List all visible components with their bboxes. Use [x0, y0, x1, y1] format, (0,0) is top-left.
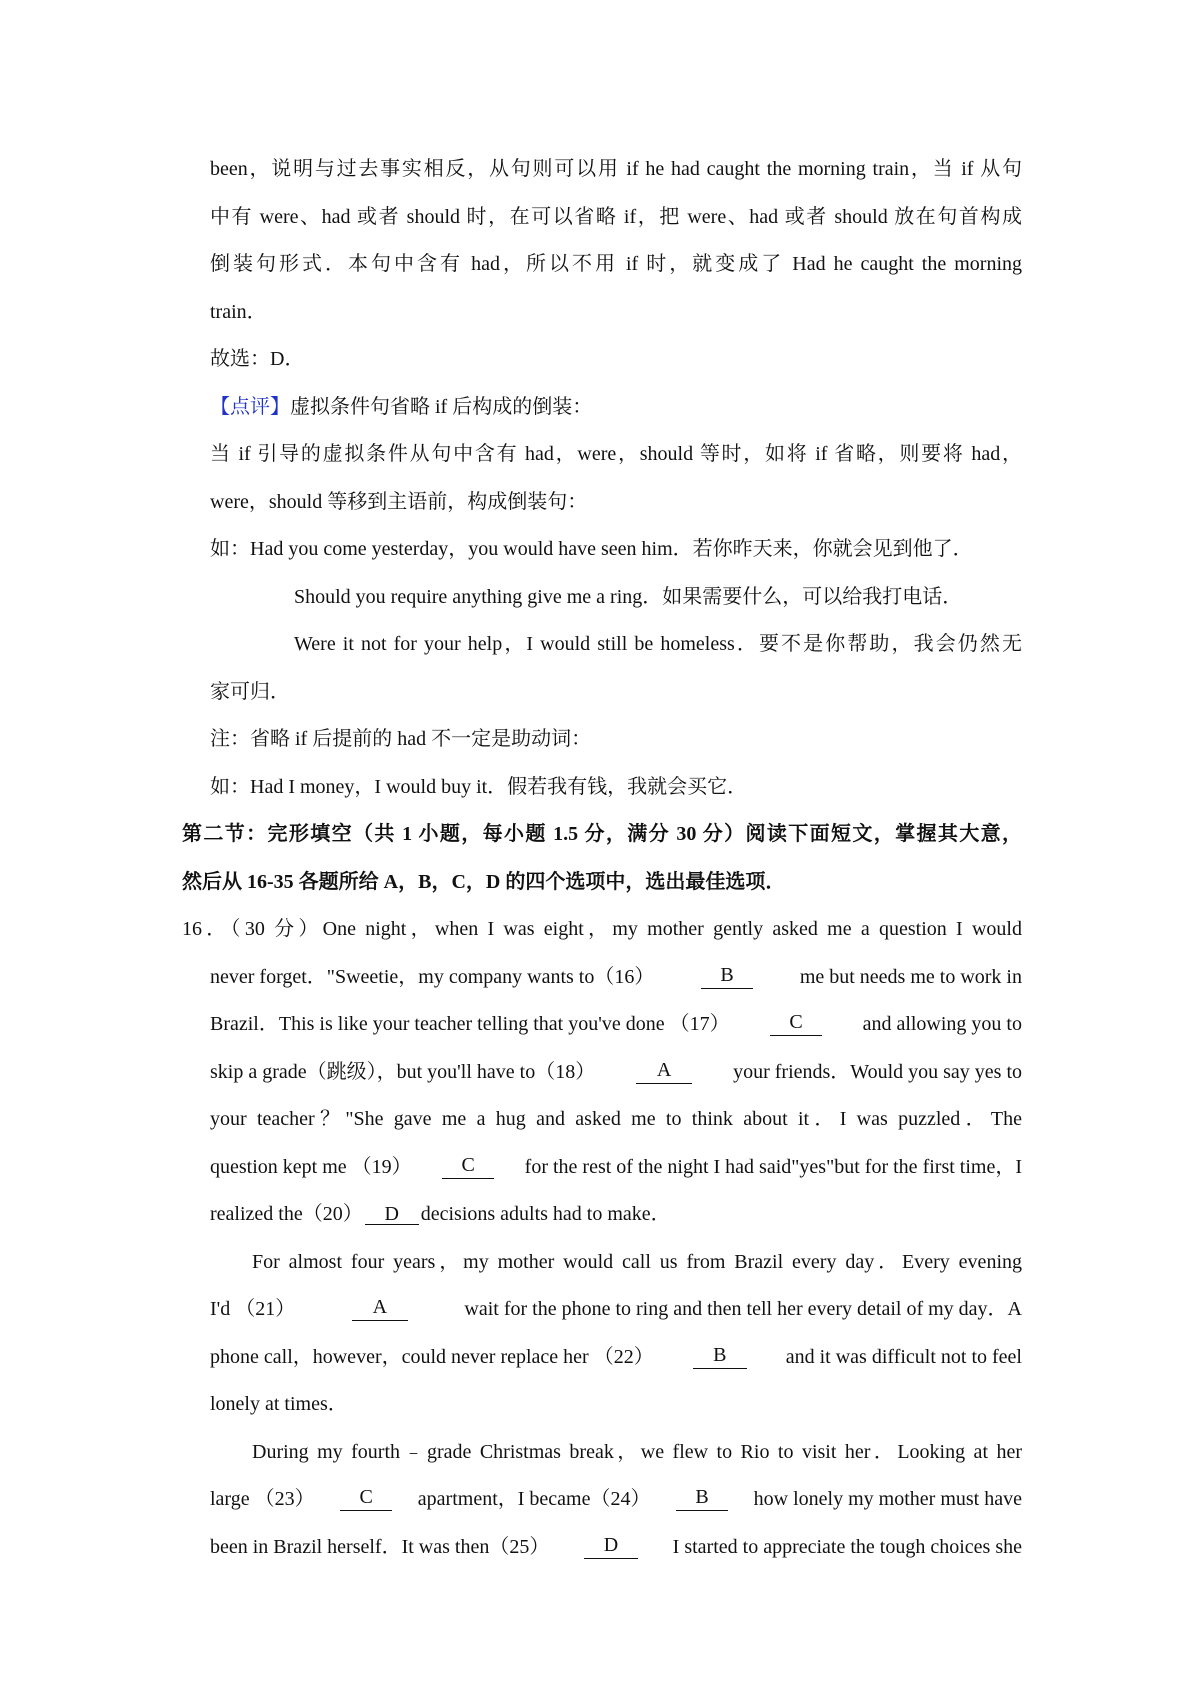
- paragraph-3-line-2: [210, 1487, 1022, 1511]
- question-16-line-1: 16．（30 分）One night，when I was eight，my mother gently asked me a question I would: [182, 918, 1022, 940]
- comment-heading: [210, 395, 592, 419]
- explanation-line-3: 倒装句形式．本句中含有 had，所以不用 if 时，就变成了 Had he caught the morning: [210, 253, 1022, 275]
- answer-blank-20: D: [365, 1204, 419, 1225]
- answer-line: 故选：D．: [210, 348, 305, 370]
- example-4: 如：Had I money，I would buy it．假若我有钱，我就会买它．: [210, 776, 748, 798]
- question-16-line-7: [210, 1202, 671, 1226]
- answer-blank-17: C: [770, 1012, 822, 1036]
- answer-blank-22: B: [693, 1345, 747, 1369]
- text-segment: never forget．"Sweetie，my company wants to（16）: [210, 966, 655, 988]
- text-segment: me but needs me to work in: [799, 966, 1022, 988]
- text-segment: and allowing you to: [862, 1013, 1022, 1035]
- text-segment: question kept me （19）: [210, 1156, 412, 1178]
- paragraph-2-line-1: For almost four years，my mother would call us from Brazil every day．Every evening: [252, 1251, 1022, 1273]
- text-segment: large （23）: [210, 1488, 315, 1510]
- paragraph-3-line-3: [210, 1535, 1022, 1559]
- text-segment: realized the（20）: [210, 1203, 363, 1225]
- explanation-line-2: 中有 were、had 或者 should 时，在可以省略 if，把 were、had 或者 should 放在句首构成: [210, 206, 1022, 228]
- section-heading-line-2: 然后从 16-35 各题所给 A，B，C，D 的四个选项中，选出最佳选项．: [182, 871, 786, 893]
- text-segment: decisions adults had to make．: [420, 1203, 671, 1225]
- question-16-line-6: [210, 1155, 1022, 1179]
- question-16-line-4: [210, 1060, 1022, 1084]
- text-segment: phone call，however，could never replace her （22）: [210, 1346, 654, 1368]
- paragraph-3-line-1: During my fourth﹣grade Christmas break，we flew to Rio to visit her．Looking at her: [252, 1441, 1022, 1463]
- comment-rule-line-1: 当 if 引导的虚拟条件从句中含有 had，were，should 等时，如将 if 省略，则要将 had，: [210, 443, 1022, 465]
- text-segment: I started to appreciate the tough choices she: [672, 1536, 1022, 1558]
- question-16-line-5: your teacher？"She gave me a hug and asked me to think about it．I was puzzled．The: [210, 1108, 1022, 1130]
- answer-blank-18: A: [636, 1060, 692, 1084]
- answer-blank-19: C: [442, 1155, 494, 1179]
- note-line: 注：省略 if 后提前的 had 不一定是助动词：: [210, 728, 592, 750]
- example-1: 如：Had you come yesterday，you would have seen him．若你昨天来，你就会见到他了．: [210, 538, 973, 560]
- paragraph-2-line-3: [210, 1345, 1022, 1369]
- answer-blank-21: A: [352, 1297, 408, 1321]
- explanation-line-1: been，说明与过去事实相反，从句则可以用 if he had caught the morning train，当 if 从句: [210, 158, 1022, 180]
- text-segment: and it was difficult not to feel: [785, 1346, 1022, 1368]
- section-heading-line-1: 第二节：完形填空（共 1 小题，每小题 1.5 分，满分 30 分）阅读下面短文，掌握其大意，: [182, 823, 1022, 845]
- answer-blank-23: C: [340, 1487, 392, 1511]
- example-2: Should you require anything give me a ring．如果需要什么，可以给我打电话．: [294, 586, 963, 608]
- example-3-line-2: 家可归．: [210, 681, 290, 703]
- text-segment: your friends．Would you say yes to: [733, 1061, 1022, 1083]
- paragraph-2-line-2: [210, 1297, 1022, 1321]
- text-segment: I'd （21）: [210, 1298, 296, 1320]
- text-segment: been in Brazil herself．It was then（25）: [210, 1536, 550, 1558]
- question-16-line-2: [210, 965, 1022, 989]
- explanation-line-4: train．: [210, 301, 267, 323]
- text-segment: wait for the phone to ring and then tell her every detail of my day．A: [464, 1298, 1022, 1320]
- comment-rule-line-2: were，should 等移到主语前，构成倒装句：: [210, 491, 588, 513]
- answer-blank-16: B: [701, 965, 753, 989]
- answer-blank-25: D: [584, 1535, 638, 1559]
- example-3-line-1: Were it not for your help，I would still be homeless．要不是你帮助，我会仍然无: [294, 633, 1022, 655]
- comment-title: 虚拟条件句省略 if 后构成的倒装：: [290, 396, 593, 418]
- comment-tag: 【点评】: [210, 396, 290, 418]
- text-segment: apartment，I became（24）: [417, 1488, 651, 1510]
- question-16-line-3: [210, 1012, 1022, 1036]
- text-segment: how lonely my mother must have: [753, 1488, 1022, 1510]
- text-segment: skip a grade（跳级），but you'll have to（18）: [210, 1061, 596, 1083]
- text-segment: Brazil．This is like your teacher telling that you've done （17）: [210, 1013, 730, 1035]
- text-segment: for the rest of the night I had said"yes"but for the first time，I: [524, 1156, 1022, 1178]
- paragraph-2-line-4: lonely at times．: [210, 1393, 348, 1415]
- answer-blank-24: B: [676, 1487, 728, 1511]
